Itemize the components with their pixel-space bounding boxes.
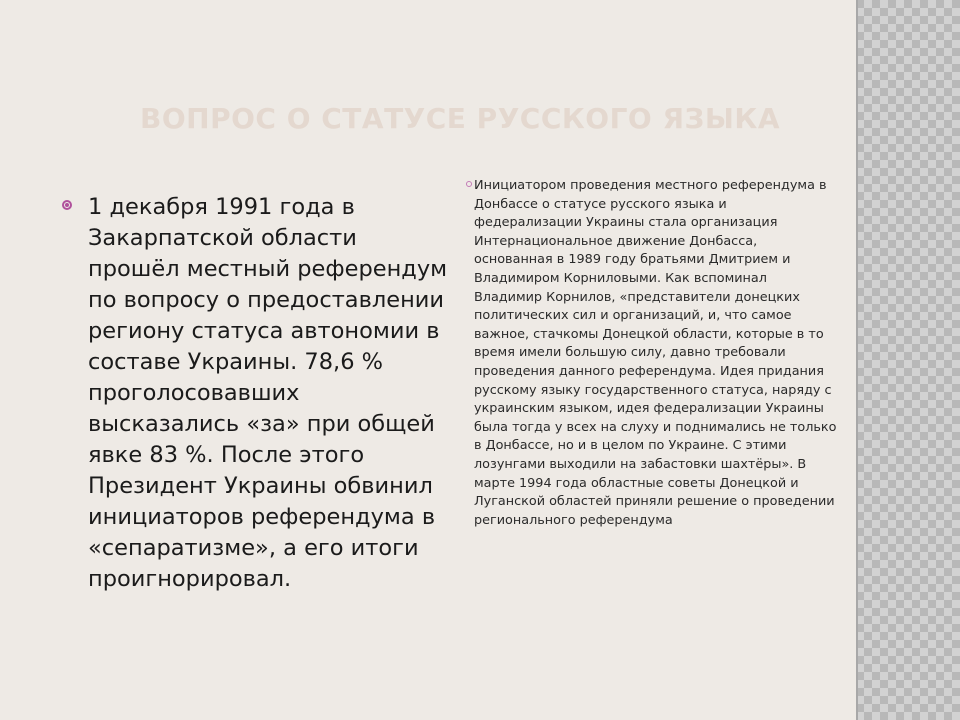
- decorative-side-pattern: [856, 0, 960, 720]
- right-text-column: [466, 177, 838, 530]
- right-paragraph: Инициатором проведения местного референдума в Донбассе о статусе русского языка и федерализации Украины стала организация Интернациональное движение Донбасса, основанная в 1989 году братьями Дмитрием и Владимиром Корниловыми. Как вспоминал Владимир Корнилов, «представители донецких политических сил и организаций, и, что самое важное, стачкомы Донецкой области, которые в то время имели большую силу, давно требовали проведения данного референдума. Идея придания русскому языку государственного статуса, наряду с украинским языком, идея федерализации Украины была тогда у всех на слуху и поднимались не только в Донбассе, но и в целом по Украине. С этими лозунгами выходили на забастовки шахтёры». В марте 1994 года областные советы Донецкой и Луганской областей приняли решение о проведении регионального референдума: [474, 178, 837, 528]
- left-text-column: [62, 192, 452, 595]
- bullet-icon: [62, 200, 72, 210]
- left-paragraph: 1 декабря 1991 года в Закарпатской области прошёл местный референдум по вопросу о предоставлении региону статуса автономии в составе Украины. 78,6 % проголосовавших высказались «за» при общей явке 83 %. После этого Президент Украины обвинил инициаторов референдума в «сепаратизме», а его итоги проигнорировал.: [88, 194, 448, 592]
- small-bullet-icon: [466, 181, 472, 187]
- slide-title: ВОПРОС О СТАТУСЕ РУССКОГО ЯЗЫКА: [140, 102, 780, 135]
